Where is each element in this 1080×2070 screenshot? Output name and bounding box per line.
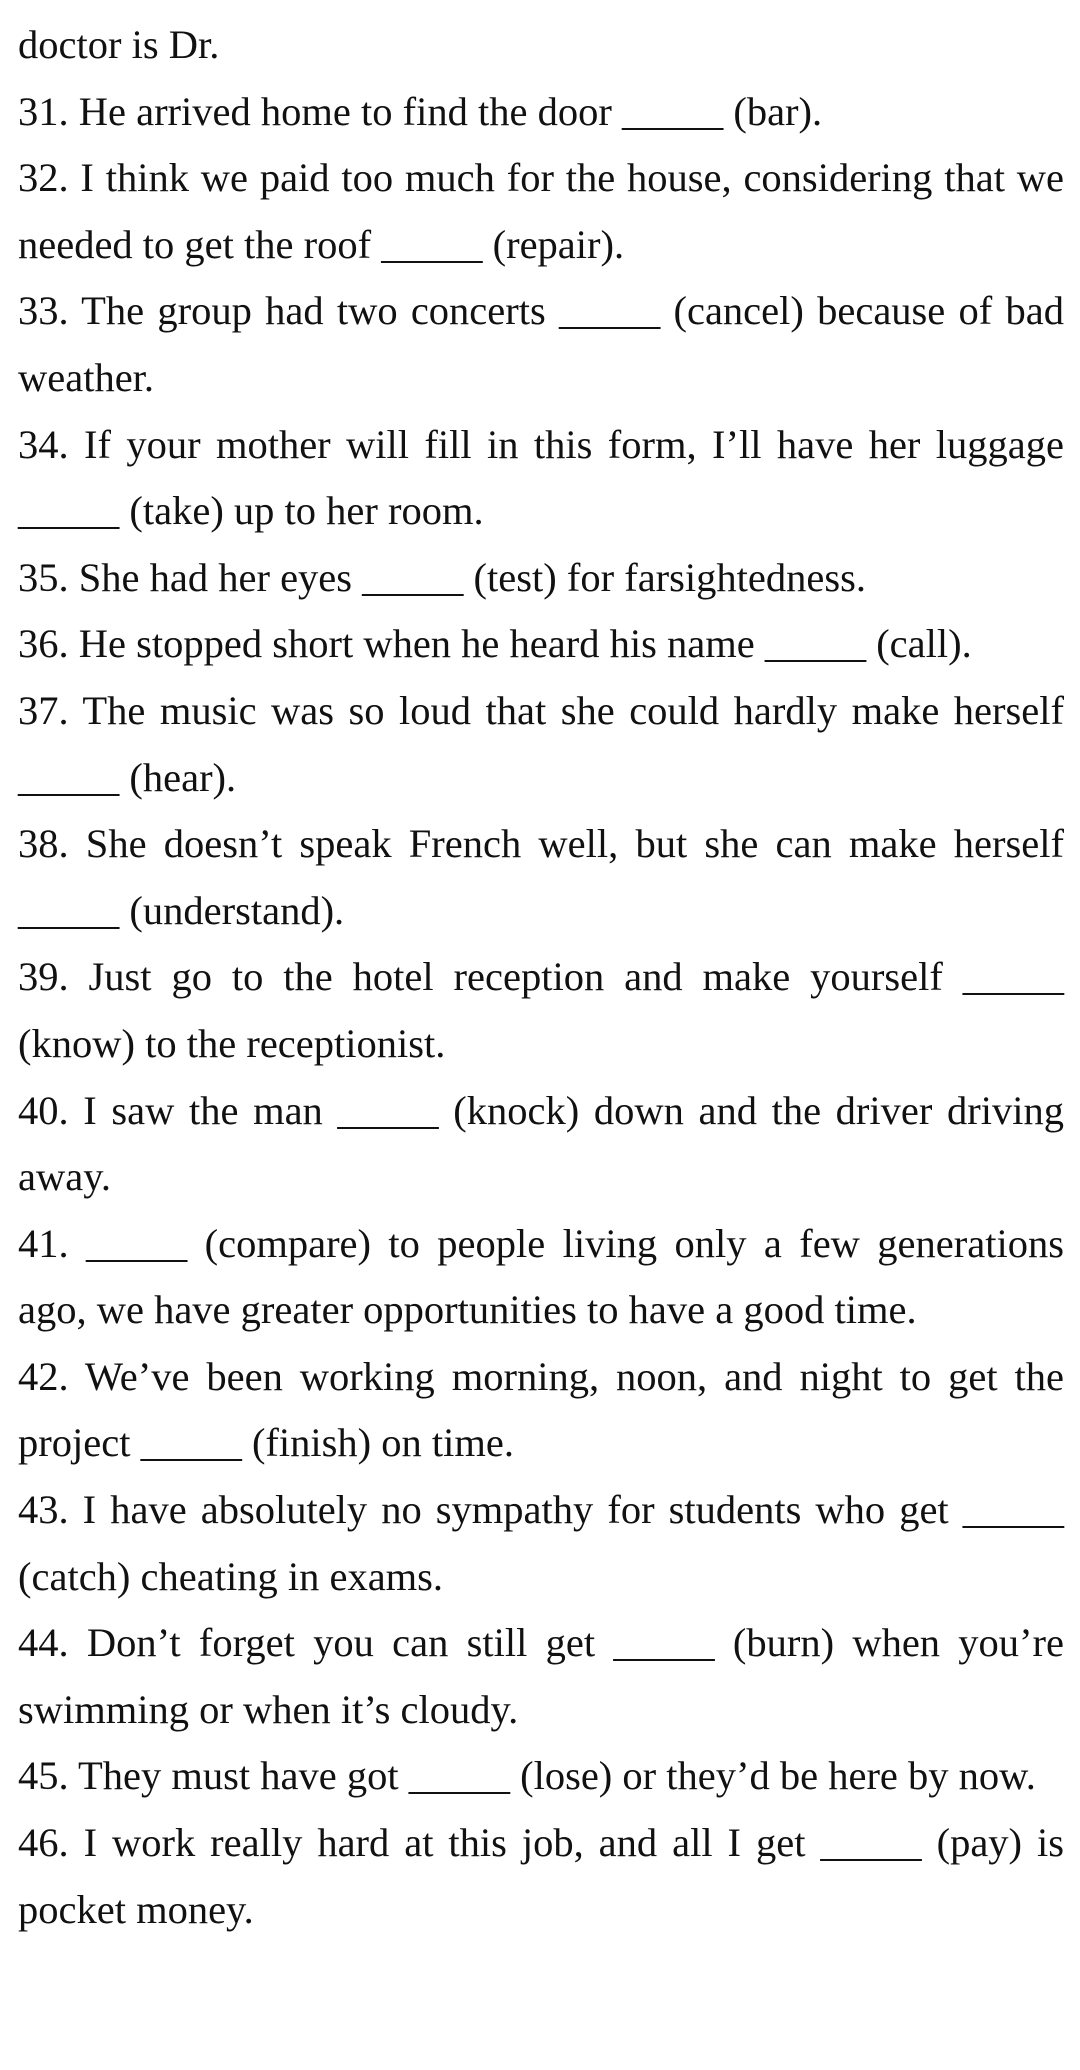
exercise-item-43: 43. I have absolutely no sympathy for students who get _____ (catch) cheating in exams. [18,1487,1064,1599]
exercise-item-36: 36. He stopped short when he heard his name _____ (call). [18,621,972,667]
exercise-item-32: 32. I think we paid too much for the house, considering that we needed to get the roof _____ (repair). [18,155,1064,267]
exercise-item-37: 37. The music was so loud that she could hardly make herself _____ (hear). [18,687,1064,800]
exercise-item-39: 39. Just go to the hotel reception and make yourself _____ (know) to the receptionist. [18,954,1064,1066]
exercise-item-34: 34. If your mother will fill in this form, I’ll have her luggage _____ (take) up to her room. [18,421,1064,534]
exercise-item-41: 41. _____ (compare) to people living only a few generations ago, we have greater opportunities to have a good time. [18,1220,1064,1333]
exercise-item-31: 31. He arrived home to find the door _____ (bar). [18,88,823,134]
exercise-line-continuation: doctor is Dr. [18,22,220,67]
exercise-item-40: 40. I saw the man _____ (knock) down and the driver driving away. [18,1087,1064,1200]
exercise-item-33: 33. The group had two concerts _____ (cancel) because of bad weather. [18,288,1064,400]
exercise-item-35: 35. She had her eyes _____ (test) for farsightedness. [18,554,867,600]
exercise-item-42: 42. We’ve been working morning, noon, and night to get the project _____ (finish) on time. [18,1353,1064,1466]
exercise-item-44: 44. Don’t forget you can still get _____ (burn) when you’re swimming or when it’s cloudy. [18,1620,1064,1732]
exercise-item-38: 38. She doesn’t speak French well, but she can make herself _____ (understand). [18,821,1064,933]
exercise-item-46: 46. I work really hard at this job, and all I get _____ (pay) is pocket money. [18,1820,1064,1932]
exercise-item-45: 45. They must have got _____ (lose) or they’d be here by now. [18,1753,1036,1799]
